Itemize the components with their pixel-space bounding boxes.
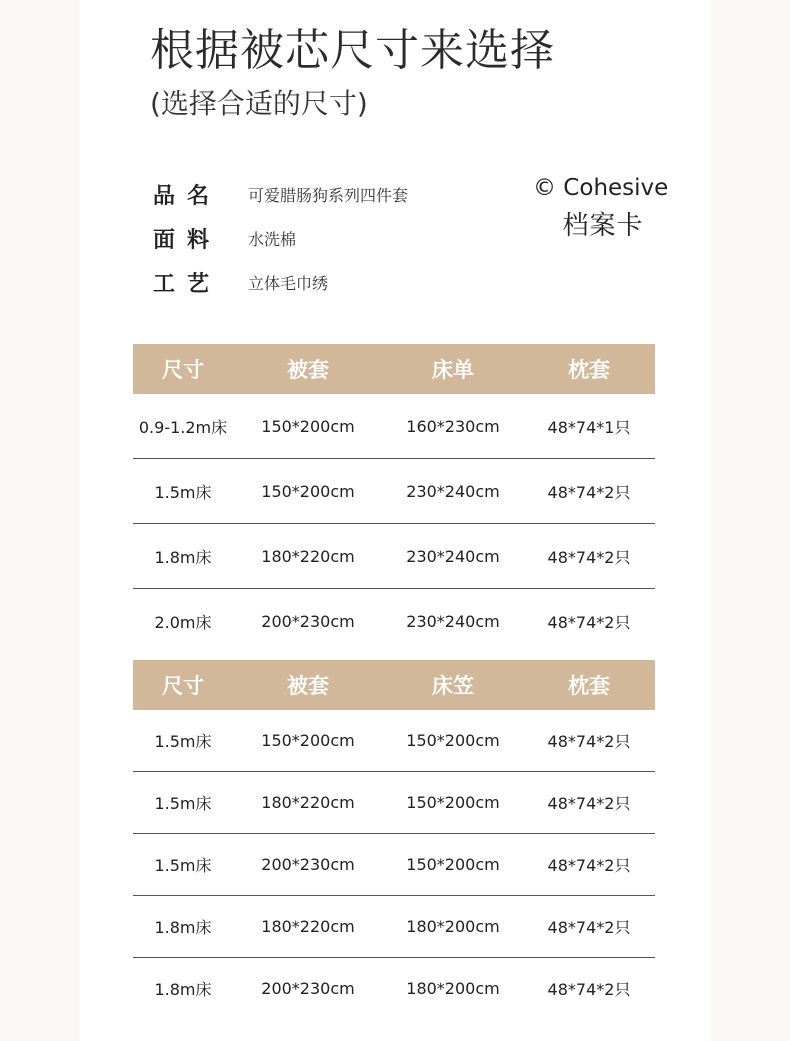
cell-size: 1.8m床 (133, 896, 233, 958)
table-row (133, 524, 655, 589)
info-label-craft: 工艺 (153, 271, 222, 297)
cell-size: 2.0m床 (154, 612, 212, 632)
cell-size: 1.5m床 (133, 710, 233, 772)
info-label-fabric: 面料 (153, 227, 222, 253)
info-value-craft: 立体毛巾绣 (248, 273, 329, 293)
brand-name: © Cohesive (533, 175, 669, 201)
table-row (133, 710, 655, 772)
table-row (133, 459, 655, 524)
cell-fitted-sheet: 180*200cm (406, 979, 500, 998)
cell-duvet-cover: 200*230cm (261, 611, 355, 631)
cell-duvet-cover: 180*220cm (233, 772, 383, 834)
size-table-bedsheet (133, 344, 655, 653)
info-value-fabric: 水洗棉 (248, 229, 297, 249)
cell-fitted-sheet: 150*200cm (383, 834, 523, 896)
brand-block (533, 175, 673, 242)
info-row-name (153, 172, 408, 216)
header-bedsheet: 床单 (383, 344, 523, 394)
cell-fitted-sheet: 150*200cm (383, 710, 523, 772)
cell-pillowcase: 48*74*2只 (523, 524, 655, 589)
cell-size: 1.5m床 (133, 834, 233, 896)
table-row (133, 834, 655, 896)
size-table-fitted-sheet (133, 660, 655, 1019)
table-row (133, 589, 655, 654)
header-duvet-cover: 被套 (233, 660, 383, 710)
cell-size: 1.5m床 (133, 459, 233, 524)
table-row (133, 896, 655, 958)
header-fitted-sheet: 床笠 (383, 660, 523, 710)
cell-size: 1.5m床 (133, 772, 233, 834)
cell-bedsheet: 230*240cm (383, 459, 523, 524)
cell-pillowcase: 48*74*1只 (523, 394, 655, 459)
cell-pillowcase: 48*74*2只 (523, 459, 655, 524)
cell-size: 0.9-1.2m床 (133, 394, 233, 459)
cell-pillowcase: 48*74*2只 (523, 710, 655, 772)
cell-bedsheet: 230*240cm (383, 524, 523, 589)
table-row (133, 958, 655, 1020)
cell-duvet-cover: 180*220cm (233, 524, 383, 589)
info-label-name: 品名 (153, 183, 222, 209)
brand-subtitle: 档案卡 (562, 211, 644, 241)
cell-size: 1.8m床 (154, 980, 212, 999)
cell-duvet-cover: 200*230cm (261, 979, 355, 998)
info-value-name: 可爱腊肠狗系列四件套 (248, 185, 409, 205)
cell-duvet-cover: 180*220cm (233, 896, 383, 958)
table-header-row (133, 344, 655, 394)
cell-duvet-cover: 150*200cm (233, 394, 383, 459)
table-row (133, 772, 655, 834)
cell-pillowcase: 48*74*2只 (547, 612, 631, 632)
info-row-fabric (153, 216, 408, 260)
cell-pillowcase: 48*74*2只 (523, 896, 655, 958)
cell-pillowcase: 48*74*2只 (547, 980, 631, 999)
cell-bedsheet: 230*240cm (406, 611, 500, 631)
product-info (153, 172, 408, 304)
cell-bedsheet: 160*230cm (383, 394, 523, 459)
cell-duvet-cover: 150*200cm (233, 710, 383, 772)
header-size: 尺寸 (133, 344, 233, 394)
header-pillowcase: 枕套 (523, 660, 655, 710)
cell-size: 1.8m床 (133, 524, 233, 589)
table-header-row (133, 660, 655, 710)
cell-pillowcase: 48*74*2只 (523, 772, 655, 834)
cell-fitted-sheet: 150*200cm (383, 772, 523, 834)
cell-fitted-sheet: 180*200cm (383, 896, 523, 958)
page-title: 根据被芯尺寸来选择 (150, 25, 555, 76)
cell-duvet-cover: 200*230cm (233, 834, 383, 896)
cell-duvet-cover: 150*200cm (233, 459, 383, 524)
cell-pillowcase: 48*74*2只 (523, 834, 655, 896)
header-size: 尺寸 (133, 660, 233, 710)
info-row-craft (153, 260, 408, 304)
page-subtitle: (选择合适的尺寸) (150, 87, 368, 120)
header-duvet-cover: 被套 (233, 344, 383, 394)
header-pillowcase: 枕套 (523, 344, 655, 394)
table-row (133, 394, 655, 459)
